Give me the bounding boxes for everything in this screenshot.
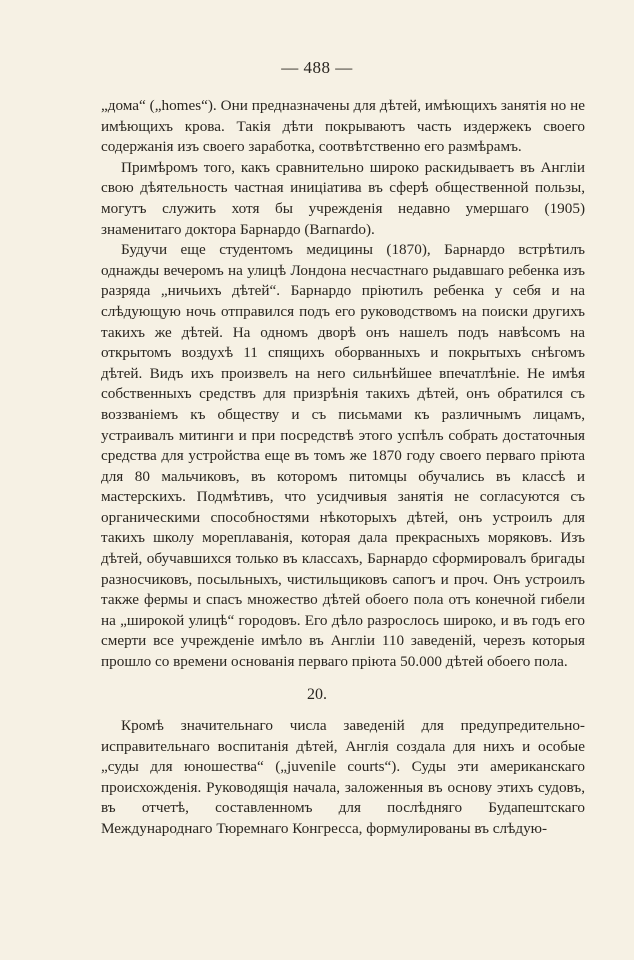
page-number: — 488 — (281, 58, 353, 77)
paragraph-homes: „дома“ („homes“). Они предназначены для дѣтей, имѣющихъ занятія но не имѣющихъ крова. Такія дѣти покрываютъ часть издержекъ своего содержанія изъ своего заработка, соотвѣтственно его размѣрамъ. (101, 97, 585, 156)
section-text-block (101, 716, 585, 840)
section-number: 20. (307, 686, 327, 703)
paragraph-barnardo: Будучи еще студентомъ медицины (1870), Барнардо встрѣтилъ однажды вечеромъ на улицѣ Лондона несчастнаго рыдавшаго ребенка изъ разряда „ничьихъ дѣтей“. Барнардо пріютилъ ребенка у себя и на слѣдующую ночь отправился подъ его руководствомъ на поиски другихъ такихъ же дѣтей. На одномъ дворѣ онъ нашелъ подъ навѣсомъ на открытомъ воздухѣ 11 спящихъ оборванныхъ и покрытыхъ снѣгомъ дѣтей. Видъ ихъ произвелъ на него сильнѣйшее впечатлѣніе. Не имѣя собственныхъ средствъ для призрѣнія такихъ дѣтей, онъ обратился съ воззваніемъ къ обществу и съ письмами къ различнымъ лицамъ, устраивалъ митинги и при посредствѣ этого успѣлъ собрать достаточныя средства для устройства еще въ томъ же 1870 году своего перваго пріюта для 80 мальчиковъ, въ которомъ питомцы обучались въ классѣ и мастерскихъ. Подмѣтивъ, что усидчивыя занятія не согласуются съ органическими способностями нѣкоторыхъ дѣтей, онъ устроилъ для такихъ школу мореплаванія, которая дала прекрасныхъ моряковъ. Изъ дѣтей, обучавшихся только въ классахъ, Барнардо сформировалъ бригады разносчиковъ, посыльныхъ, чистильщиковъ сапогъ и проч. Онъ устроилъ также фермы и спасъ множество дѣтей обоего пола отъ конечной гибели на „широкой улицѣ“ городовъ. Его дѣло разрослось широко, и въ годъ его смерти все учрежденіе имѣло въ Англіи 110 заведеній, черезъ которыя прошло со времени основанія перваго пріюта 50.000 дѣтей обоего пола. (101, 241, 585, 671)
paragraph-juvenile-courts: Кромѣ значительнаго числа заведеній для предупредительно-исправительнаго воспитанія дѣтей, Англія создала для нихъ и особые „суды для юношества“ („juvenile courts“). Суды эти американскаго происхожденія. Руководящія начала, заложенныя въ основу этихъ судовъ, въ отчетѣ, составленномъ для послѣдняго Будапештскаго Международнаго Тюремнаго Конгресса, формулированы въ слѣдую- (101, 717, 585, 837)
main-text-block (101, 96, 585, 673)
paragraph-initiative: Примѣромъ того, какъ сравнительно широко раскидываетъ въ Англіи свою дѣятельность частная иниціатива въ сферѣ общественной пользы, могутъ служить хотя бы учрежденія недавно умершаго (1905) знаменитаго доктора Барнардо (Barnardo). (101, 158, 585, 238)
